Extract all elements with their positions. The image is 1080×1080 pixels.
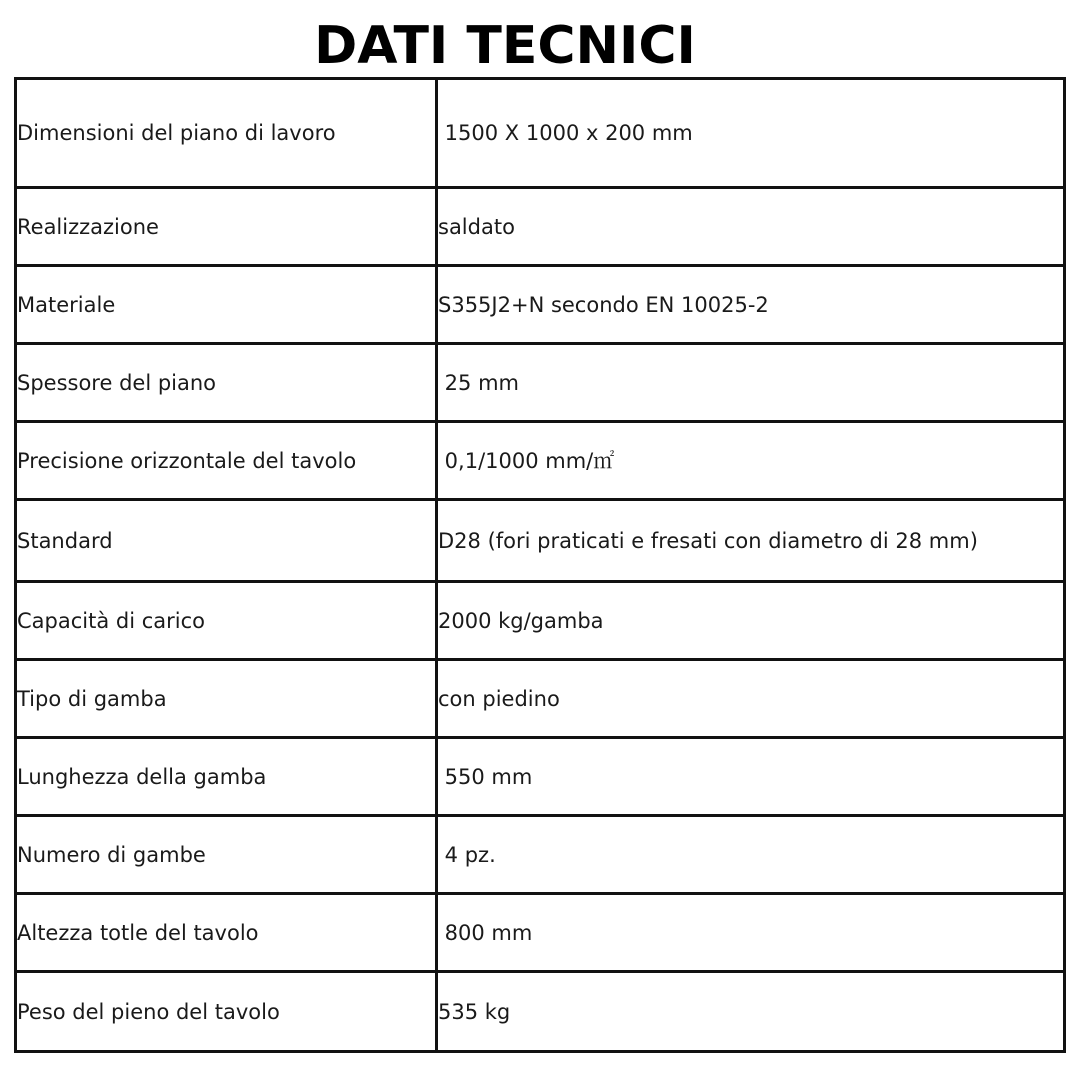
table-row	[16, 972, 1065, 1052]
spec-value: S355J2+N secondo EN 10025-2	[437, 266, 1065, 344]
table-row	[16, 79, 1065, 188]
spec-value: 25 mm	[437, 344, 1065, 422]
spec-value: D28 (fori praticati e fresati con diametro di 28 mm)	[437, 500, 1065, 582]
spec-value: 535 kg	[437, 972, 1065, 1052]
spec-label: Numero di gambe	[16, 816, 437, 894]
spec-label: Lunghezza della gamba	[16, 738, 437, 816]
table-row	[16, 738, 1065, 816]
spec-label: Spessore del piano	[16, 344, 437, 422]
spec-label: Realizzazione	[16, 188, 437, 266]
table-row	[16, 894, 1065, 972]
spec-label: Altezza totle del tavolo	[16, 894, 437, 972]
table-row	[16, 344, 1065, 422]
spec-label: Precisione orizzontale del tavolo	[16, 422, 437, 500]
page-title: DATI TECNICI	[314, 16, 696, 76]
spec-label: Tipo di gamba	[16, 660, 437, 738]
spec-value: 800 mm	[437, 894, 1065, 972]
spec-value: 2000 kg/gamba	[437, 582, 1065, 660]
spec-label: Dimensioni del piano di lavoro	[16, 79, 437, 188]
table-row	[16, 816, 1065, 894]
table-row	[16, 500, 1065, 582]
spec-value: 550 mm	[437, 738, 1065, 816]
spec-value: 4 pz.	[437, 816, 1065, 894]
spec-label: Capacità di carico	[16, 582, 437, 660]
table-row	[16, 266, 1065, 344]
spec-value: 0,1/1000 mm/㎡	[437, 422, 1065, 500]
table-row	[16, 582, 1065, 660]
table-row	[16, 660, 1065, 738]
spec-value: saldato	[437, 188, 1065, 266]
spec-label: Standard	[16, 500, 437, 582]
spec-value: con piedino	[437, 660, 1065, 738]
spec-label: Peso del pieno del tavolo	[16, 972, 437, 1052]
table-row	[16, 188, 1065, 266]
table-row	[16, 422, 1065, 500]
spec-value: 1500 X 1000 x 200 mm	[437, 79, 1065, 188]
specs-table	[14, 77, 1066, 1053]
spec-label: Materiale	[16, 266, 437, 344]
